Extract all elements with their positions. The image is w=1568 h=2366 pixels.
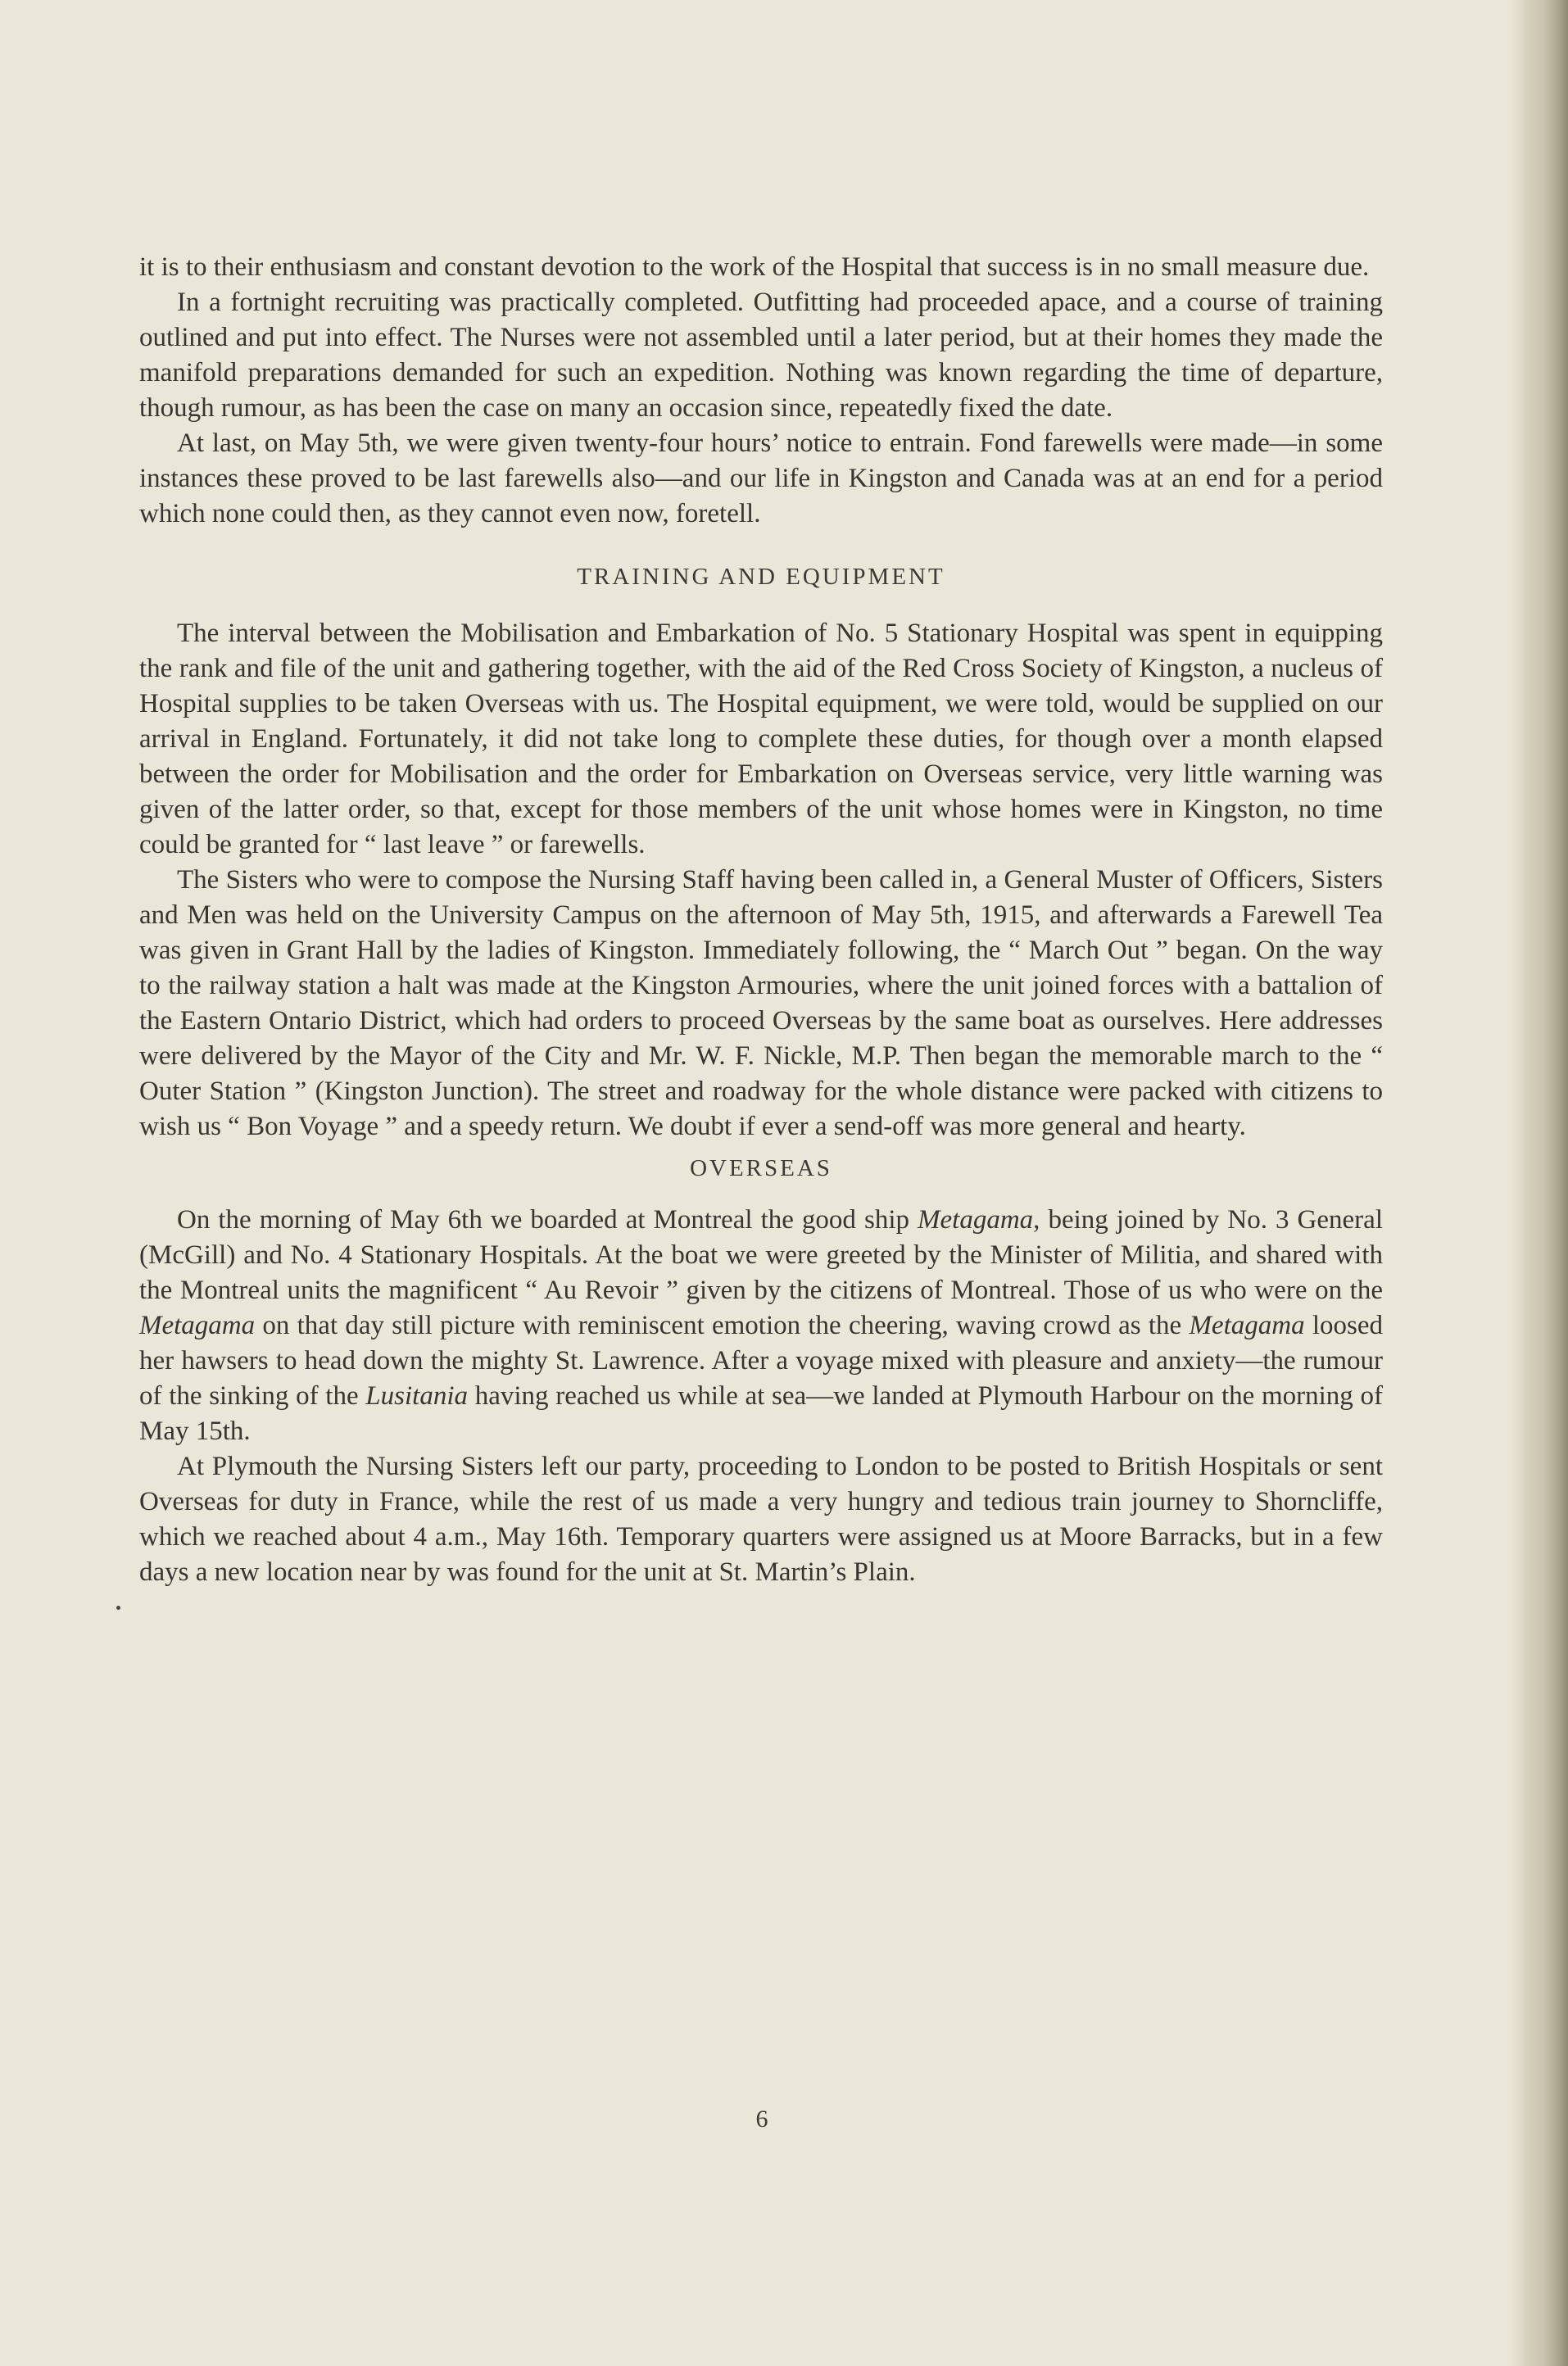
voyage-text-c: on that day still picture with reminiscent emotion the cheering, waving crowd as the (255, 1311, 1190, 1340)
paragraph-muster: The Sisters who were to compose the Nursing Staff having been called in, a General Muster of Officers, Sisters and Men was held on the University Campus on the afternoon of May 5th, 1915, and afterwards a Farewell Tea was given in Grant Hall by the ladies of Kingston. Immediately following, the “ March Out ” began. On the way to the railway station a halt was made at the Kingston Armouries, where the unit joined forces with a battalion of the Eastern Ontario District, which had orders to proceed Overseas by the same boat as ourselves. Here addresses were delivered by the Mayor of the City and Mr. W. F. Nickle, M.P. Then began the memorable march to the “ Outer Station ” (Kingston Junction). The street and roadway for the whole distance were packed with citizens to wish us “ Bon Voyage ” and a speedy return. We doubt if ever a send-off was more general and hearty. (139, 865, 1383, 1141)
ship-name: Metagama (918, 1205, 1034, 1235)
paragraph-continuation: it is to their enthusiasm and constant devotion to the work of the Hospital that success is in no small measure due. (139, 252, 1370, 282)
paragraph-training-interval: The interval between the Mobilisation and Embarkation of No. 5 Stationary Hospital was spent in equipping the rank and file of the unit and gathering together, with the aid of the Red Cross Society of Kingston, a nucleus of Hospital supplies to be taken Overseas with us. The Hospital equipment, we were told, would be supplied on our arrival in England. Fortunately, it did not take long to complete these duties, for though over a month elapsed between the order for Mobilisation and the order for Embarkation on Overseas service, very little warning was given of the latter order, so that, except for those members of the unit whose homes were in Kingston, no time could be granted for “ last leave ” or farewells. (139, 619, 1383, 859)
page-number: 6 (755, 2105, 768, 2133)
binding-edge (1524, 0, 1568, 2366)
section-heading-training: TRAINING AND EQUIPMENT (577, 564, 945, 590)
paragraph-plymouth: At Plymouth the Nursing Sisters left our party, proceeding to London to be posted to British Hospitals or sent Overseas for duty in France, while the rest of us made a very hungry and tedious train journey to Shorncliffe, which we reached about 4 a.m., May 16th. Temporary quarters were assigned us at Moore Barracks, but in a few days a new location near by was found for the unit at St. Martin’s Plain. (139, 1452, 1383, 1587)
paragraph-departure: At last, on May 5th, we were given twenty-four hours’ notice to entrain. Fond farewells were made—in some instances these proved to be last farewells also—and our life in Kingston and Canada was at an end for a period which none could then, as they cannot even now, foretell. (139, 428, 1383, 528)
voyage-text-e: having reached us while at sea—we landed at Plymouth Harbour on the morning of May 15th. (139, 1381, 1383, 1446)
ship-name: Metagama (139, 1311, 256, 1340)
voyage-text-b: , being joined by No. 3 General (McGill) and No. 4 Stationary Hospitals. At the boat we were greeted by the Minister of Militia, and shared with the Montreal units the magnificent “ Au Revoir ” given by the citizens of Montreal. Those of us who were on the (139, 1205, 1383, 1305)
paragraph-recruiting: In a fortnight recruiting was practically completed. Outfitting had proceeded apace, and a course of training outlined and put into effect. The Nurses were not assembled until a later period, but at their homes they made the manifold preparations demanded for such an expedition. Nothing was known regarding the time of departure, though rumour, as has been the case on many an occasion since, repeatedly fixed the date. (139, 288, 1383, 423)
section-heading-overseas: OVERSEAS (690, 1155, 832, 1181)
paragraph-voyage (139, 1203, 1383, 1449)
voyage-text-a: On the morning of May 6th we boarded at Montreal the good ship (177, 1205, 918, 1235)
ship-name: Metagama (1189, 1311, 1305, 1340)
binding-shadow (1509, 0, 1524, 2366)
body-text (139, 250, 1383, 1590)
voyage-text-d: loosed her hawsers to head down the mighty St. Lawrence. After a voyage mixed with pleasure and anxiety—the rumour of the sinking of the (139, 1311, 1383, 1411)
ship-name-lusitania: Lusitania (365, 1381, 468, 1411)
paper-speck (116, 1606, 120, 1610)
